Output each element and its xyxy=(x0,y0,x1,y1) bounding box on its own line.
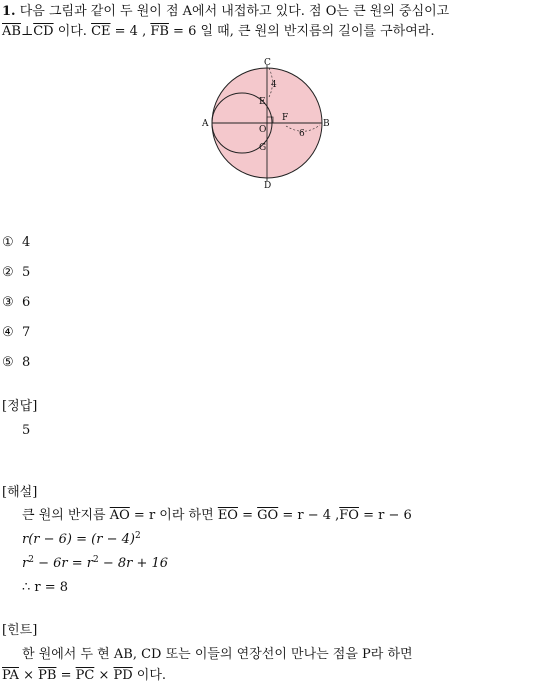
label-len-ce: 4 xyxy=(271,80,277,90)
label-g: G xyxy=(259,143,267,153)
answer-value: 5 xyxy=(22,423,31,438)
exponent: 2 xyxy=(92,555,99,565)
segment-go: $\overline{GO}$ xyxy=(257,508,279,523)
problem-number: 1. xyxy=(2,4,16,19)
segment-pd: $\overline{PD}$ xyxy=(113,668,133,683)
times-symbol: × xyxy=(18,668,39,683)
hint-heading: [힌트] xyxy=(2,623,38,638)
problem-text-2a: 이다. xyxy=(53,24,92,39)
choice-5[interactable] xyxy=(2,354,30,372)
answer-heading: [정답] xyxy=(2,399,38,414)
solution-line-3 xyxy=(22,555,168,573)
choice-mark: ① xyxy=(2,235,14,250)
equation: − 6r = r xyxy=(33,556,93,571)
choice-mark: ⑤ xyxy=(2,355,14,370)
problem-text-1: 다음 그림과 같이 두 원이 점 A에서 내접하고 있다. 점 O는 큰 원의 중심이고 xyxy=(19,4,450,19)
solution-text: = r 이라 하면 xyxy=(129,508,218,523)
label-e: E xyxy=(259,97,266,107)
choice-4[interactable] xyxy=(2,324,30,342)
choice-mark: ③ xyxy=(2,295,14,310)
solution-line-4: ∴ r = 8 xyxy=(22,580,69,595)
choice-1[interactable] xyxy=(2,234,30,252)
segment-ao: $\overline{AO}$ xyxy=(109,508,130,523)
solution-text: = xyxy=(237,508,258,523)
hint-line-1: 한 원에서 두 현 AB, CD 또는 이들의 연장선이 만나는 점을 P라 하면 xyxy=(22,647,413,662)
segment-eo: $\overline{EO}$ xyxy=(217,508,238,523)
solution-text: = r − 6 xyxy=(358,508,412,523)
choice-value: 7 xyxy=(22,325,31,340)
exponent: 2 xyxy=(28,555,34,565)
segment-pb: $\overline{PB}$ xyxy=(38,668,57,683)
hint-line-2 xyxy=(2,667,166,685)
equation: r xyxy=(22,556,29,571)
label-a: A xyxy=(202,119,209,129)
segment-ab: $\overline{AB}$ xyxy=(2,24,21,39)
equals-symbol: = xyxy=(56,668,76,683)
segment-cd: $\overline{CD}$ xyxy=(33,24,54,39)
label-d: D xyxy=(264,181,272,191)
equation: − 8r + 16 xyxy=(98,556,169,571)
segment-fo: $\overline{FO}$ xyxy=(339,508,359,523)
choice-mark: ② xyxy=(2,265,14,280)
problem-text-2c: = 6 일 때, 큰 원의 반지름의 길이를 구하여라. xyxy=(168,24,435,39)
choice-value: 6 xyxy=(22,295,31,310)
label-len-fb: 6 xyxy=(299,129,305,139)
choice-3[interactable] xyxy=(2,294,30,312)
solution-line-2 xyxy=(22,531,141,549)
problem-text-2b: = 4 , xyxy=(110,24,151,39)
label-f: F xyxy=(282,113,289,123)
segment-pa: $\overline{PA}$ xyxy=(2,668,19,683)
segment-ce: $\overline{CE}$ xyxy=(91,24,111,39)
choice-value: 8 xyxy=(22,355,31,370)
perp-symbol: ⊥ xyxy=(20,24,34,39)
solution-heading: [해설] xyxy=(2,485,38,500)
problem-line-1 xyxy=(2,3,449,21)
exponent: 2 xyxy=(134,531,141,541)
segment-fb: $\overline{FB}$ xyxy=(150,24,169,39)
choice-value: 5 xyxy=(22,265,31,280)
choice-mark: ④ xyxy=(2,325,14,340)
hint-end: 이다. xyxy=(132,668,167,683)
problem-line-2 xyxy=(2,23,434,41)
label-c: C xyxy=(264,58,271,68)
choice-value: 4 xyxy=(22,235,31,250)
solution-text: 큰 원의 반지름 xyxy=(22,508,110,523)
solution-text: = r − 4 , xyxy=(278,508,340,523)
equation: r(r − 6) = (r − 4) xyxy=(22,532,135,547)
solution-line-1 xyxy=(22,507,412,525)
choice-2[interactable] xyxy=(2,264,30,282)
label-b: B xyxy=(323,119,330,129)
times-symbol: × xyxy=(94,668,114,683)
segment-pc: $\overline{PC}$ xyxy=(75,668,95,683)
label-o: O xyxy=(259,125,267,135)
geometry-figure xyxy=(198,54,336,192)
